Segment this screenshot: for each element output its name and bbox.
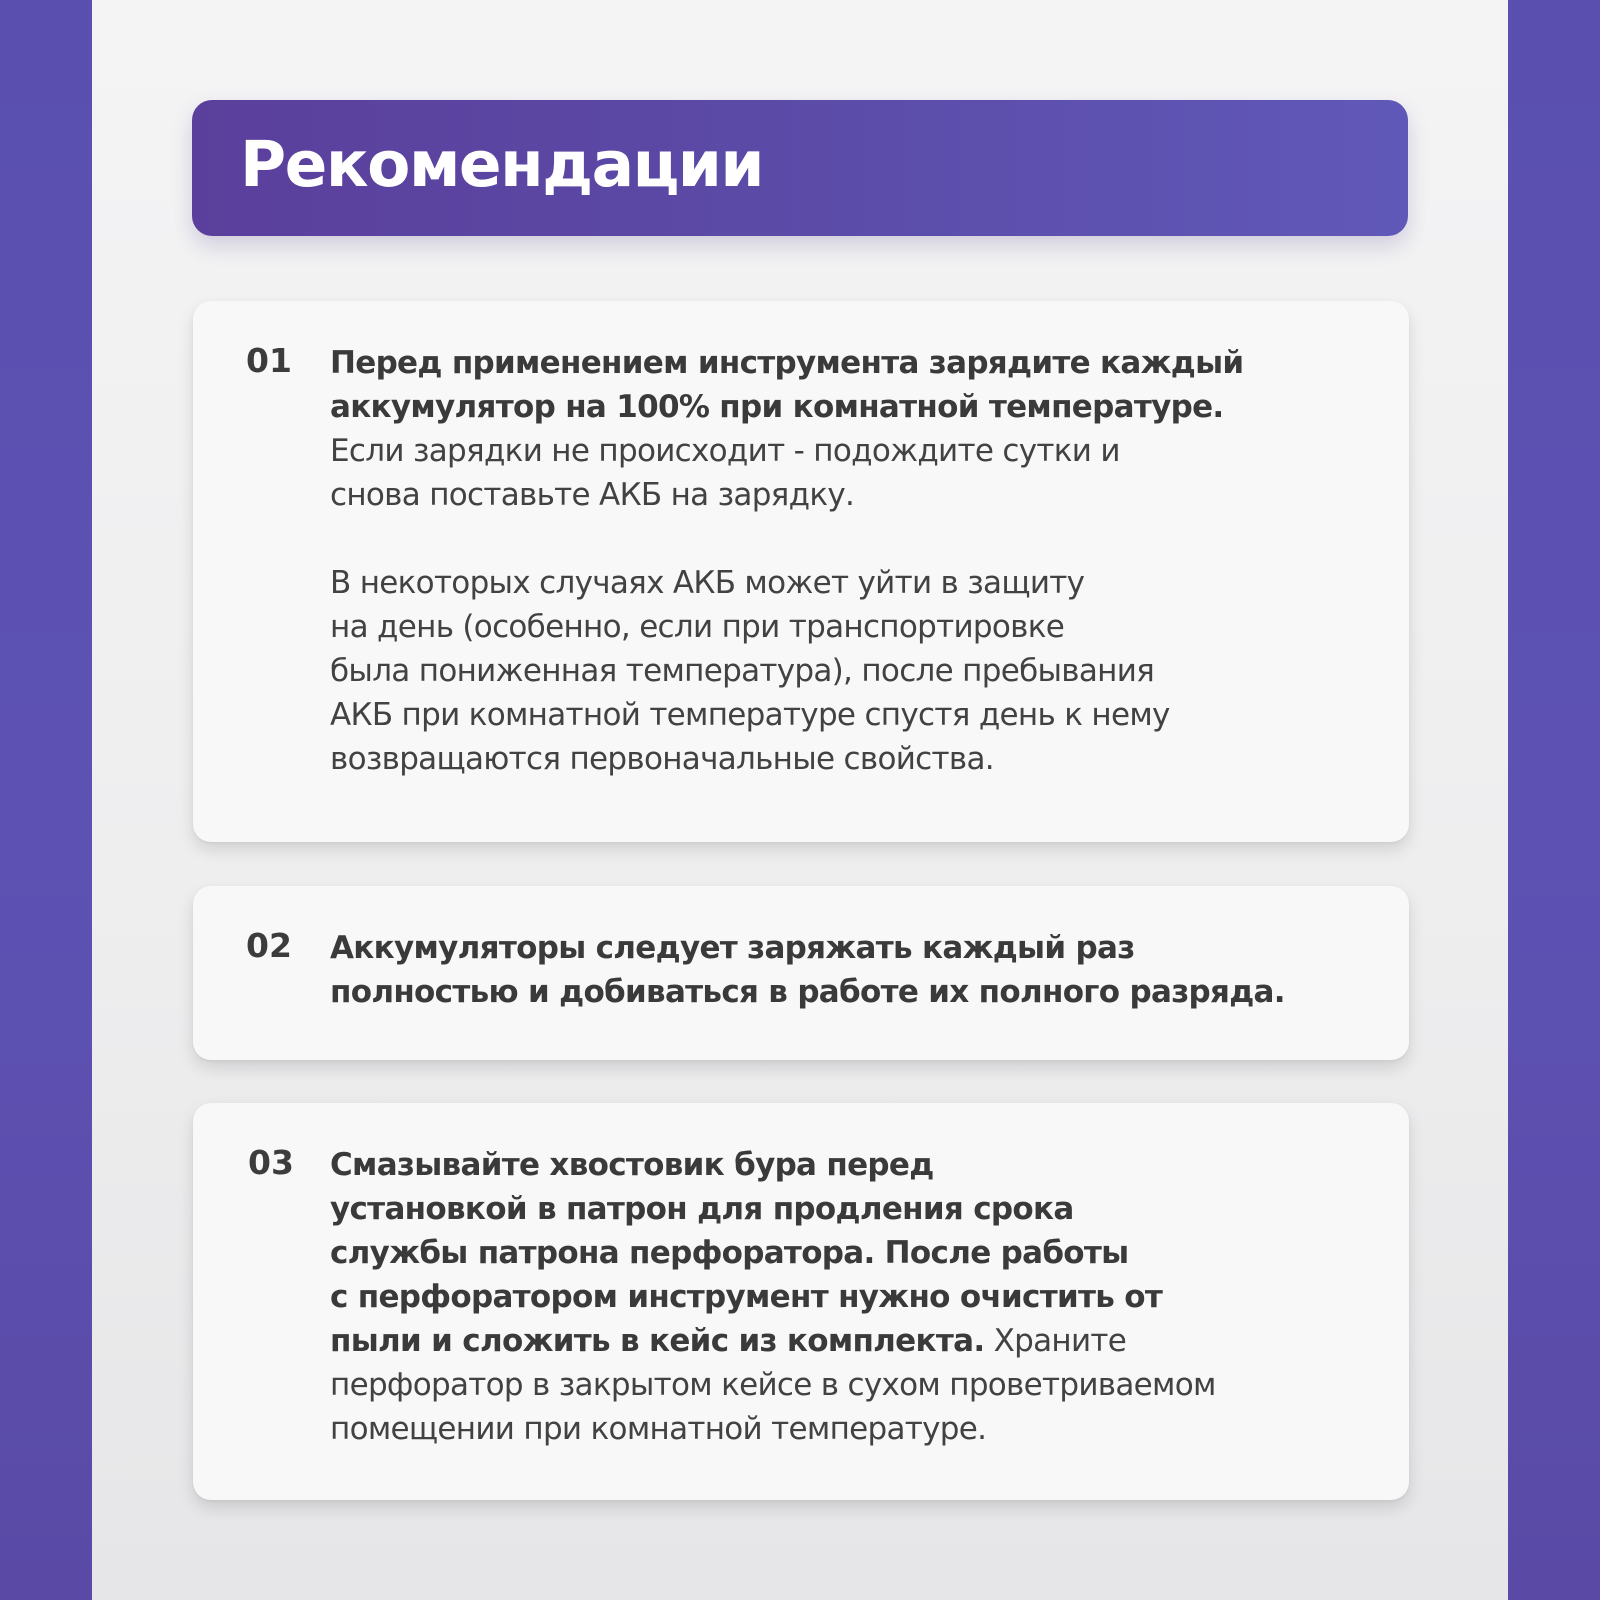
item-text bbox=[330, 926, 1285, 1014]
item-text bbox=[330, 1143, 1216, 1451]
bold-line: установкой в патрон для продления срока bbox=[330, 1191, 1074, 1227]
item-text-paragraph-2 bbox=[330, 561, 1170, 781]
bold-line: Аккумуляторы следует заряжать каждый раз bbox=[330, 930, 1135, 966]
text-line: Если зарядки не происходит - подождите сутки и bbox=[330, 433, 1120, 469]
bold-line: Смазывайте хвостовик бура перед bbox=[330, 1147, 934, 1183]
text-line: была пониженная температура), после пребывания bbox=[330, 653, 1155, 689]
item-text bbox=[330, 341, 1243, 517]
text-line: возвращаются первоначальные свойства. bbox=[330, 741, 994, 777]
text-line: помещении при комнатной температуре. bbox=[330, 1411, 987, 1447]
bold-line: пыли и сложить в кейс из комплекта. bbox=[330, 1323, 985, 1359]
bold-line: с перфоратором инструмент нужно очистить от bbox=[330, 1279, 1163, 1315]
page-title: Рекомендации bbox=[240, 128, 764, 201]
recommendation-card-1 bbox=[193, 301, 1409, 842]
text-line: перфоратор в закрытом кейсе в сухом проветриваемом bbox=[330, 1367, 1216, 1403]
title-banner bbox=[192, 100, 1408, 236]
item-number: 01 bbox=[246, 341, 292, 380]
text-line: В некоторых случаях АКБ может уйти в защиту bbox=[330, 565, 1085, 601]
bold-line: Перед применением инструмента зарядите каждый bbox=[330, 345, 1244, 381]
recommendation-card-2 bbox=[193, 886, 1409, 1060]
item-number: 02 bbox=[246, 926, 292, 965]
text-line: АКБ при комнатной температуре спустя день к нему bbox=[330, 697, 1170, 733]
recommendation-card-3 bbox=[193, 1103, 1409, 1500]
item-number: 03 bbox=[248, 1143, 294, 1182]
bold-line: аккумулятор на 100% при комнатной температуре. bbox=[330, 389, 1224, 425]
text-line: на день (особенно, если при транспортировке bbox=[330, 609, 1065, 645]
text-inline: Храните bbox=[984, 1323, 1127, 1359]
text-line: снова поставьте АКБ на зарядку. bbox=[330, 477, 855, 513]
bold-line: службы патрона перфоратора. После работы bbox=[330, 1235, 1129, 1271]
bold-line: полностью и добиваться в работе их полного разряда. bbox=[330, 974, 1285, 1010]
